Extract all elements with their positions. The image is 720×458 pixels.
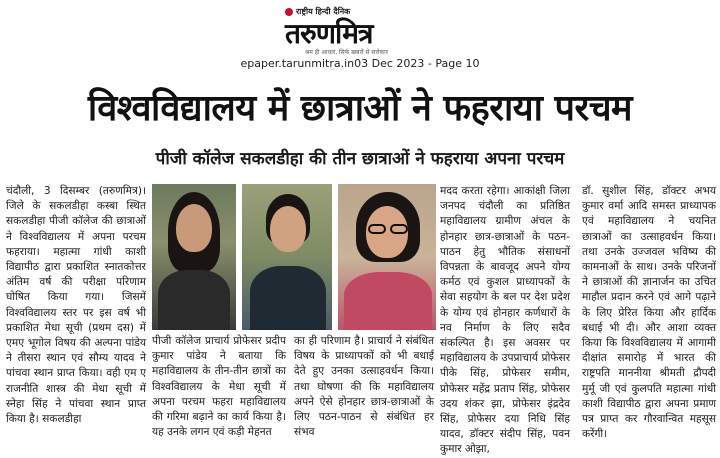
article-column-4: [440, 184, 570, 458]
column-1-text: चंदौली, 3 दिसम्बर (तरुणमित्र)। जिले के सकलडीहा कस्बा स्थित सकलडीहा पीजी कॉलेज की छात्राओं ने विश्वविद्यालय में अपना परचम फहराया। महात्मा गांधी काशी विद्यापीठ द्वारा प्रकाशित स्नातकोत्तर अंतिम वर्ष की परीक्षा परिणाम घोषित किया गया। जिसमें विश्वविद्यालय स्तर पर इस वर्ष भी प्रकाशित मेधा सूची (प्रथम दस) में एमए भूगोल विषय की अल्पना पांडेय ने तीसरा स्थान एवं सौम्य यादव ने पांचवा स्थान प्राप्त किया। वही एम ए राजनीति शास्त्र की मेधा सूची में स्नेहा सिंह ने पांचवा स्थान प्राप्त किया है। सकलडीहा: [6, 185, 146, 426]
newspaper-logo-block: [285, 4, 445, 56]
student-photo-1: [152, 184, 236, 330]
article-column-2: [152, 334, 286, 440]
column-2-text: पीजी कॉलेज प्राचार्य प्रोफेसर प्रदीप कुमार पांडेय ने बताया कि महाविद्यालय के तीन-तीन छात्रों का विश्वविद्यालय के मेधा सूची में अपना परचम फहरा महाविद्यालय की गरिमा बढ़ाने का कार्य किया है। यह उनके लगन एवं कड़ी मेहनत: [152, 335, 286, 439]
masthead: [0, 4, 720, 72]
logo-subtitle: श्रम ही आधार, सिर्फ खबरों से सरोकार: [305, 49, 389, 56]
student-photo-2: [242, 184, 332, 330]
article-column-5: [582, 184, 716, 442]
student-photos: [152, 184, 436, 330]
epaper-date-line: epaper.tarunmitra.in03 Dec 2023 - Page 10: [240, 57, 480, 70]
tagline-text: राष्ट्रीय हिन्दी दैनिक: [296, 7, 351, 16]
column-5-text: डॉ. सुशील सिंह, डॉक्टर अभय कुमार वर्मा आदि समस्त प्राध्यापक एवं महाविद्यालय ने चयनित छात्राओं का उत्साहवर्धन किया। तथा उनके उज्जवल भविष्य की कामनाओं के साथ। उनके परिजनों ने छात्राओं की ज्ञानार्जन का उचित माहौल प्रदान करने एवं आगे पढ़ाने के लिए प्रेरित किया और हार्दिक बधाई भी दी। और आशा व्यक्त किया कि विश्वविद्यालय में आगामी दीक्षांत समारोह में भारत की राष्ट्रपति माननीया श्रीमती द्रौपदी मुर्मू जी एवं कुलपति महात्मा गांधी काशी विद्यापीठ द्वारा अपना प्रमाण पत्र प्राप्त कर गौरवान्वित महसूस करेंगी।: [582, 185, 716, 441]
column-3-text: का ही परिणाम है। प्राचार्य ने संबंधित विषय के प्राध्यापकों को भी बधाई देते हुए उनका उत्साहवर्धन किया। तथा घोषणा की कि महाविद्यालय अपने ऐसे होनहार छात्र-छात्राओं के लिए पठन-पाठन से संबंधित हर संभव: [294, 335, 434, 439]
column-4-text: मदद करता रहेगा। आकांक्षी जिला जनपद चंदौली का प्रतिष्ठित महाविद्यालय ग्रामीण अंचल के होनहार छात्र-छात्राओं के पठन-पाठन हेतु भौतिक संसाधनों विपन्नता के बावजूद अपने योग्य कर्मठ एवं कुशल प्राध्यापकों के सेवा सहयोग के बल पर देश प्रदेश के योग्य एवं होनहार कर्णधारों के नव निर्माण के लिए सदैव संकल्पित है। इस अवसर पर महाविद्यालय के उपप्राचार्य प्रोफेसर पीके सिंह, प्रोफेसर समीम, प्रोफेसर महेंद्र प्रताप सिंह, प्रोफेसर उदय शंकर झा, प्रोफेसर इंद्रदेव सिंह, प्रोफेसर दया निधि सिंह यादव, डॉक्टर संदीप सिंह, पवन कुमार ओझा,: [440, 185, 570, 456]
article-column-3: [294, 334, 434, 440]
newspaper-logo: तरुणमित्र: [285, 17, 373, 50]
article-headline: विश्वविद्यालय में छात्राओं ने फहराया परचम: [87, 87, 633, 129]
article-column-1: [6, 184, 146, 427]
student-photo-3: [338, 184, 436, 330]
article-subheadline: पीजी कॉलेज सकलडीहा की तीन छात्राओं ने फहराया अपना परचम: [155, 149, 565, 169]
